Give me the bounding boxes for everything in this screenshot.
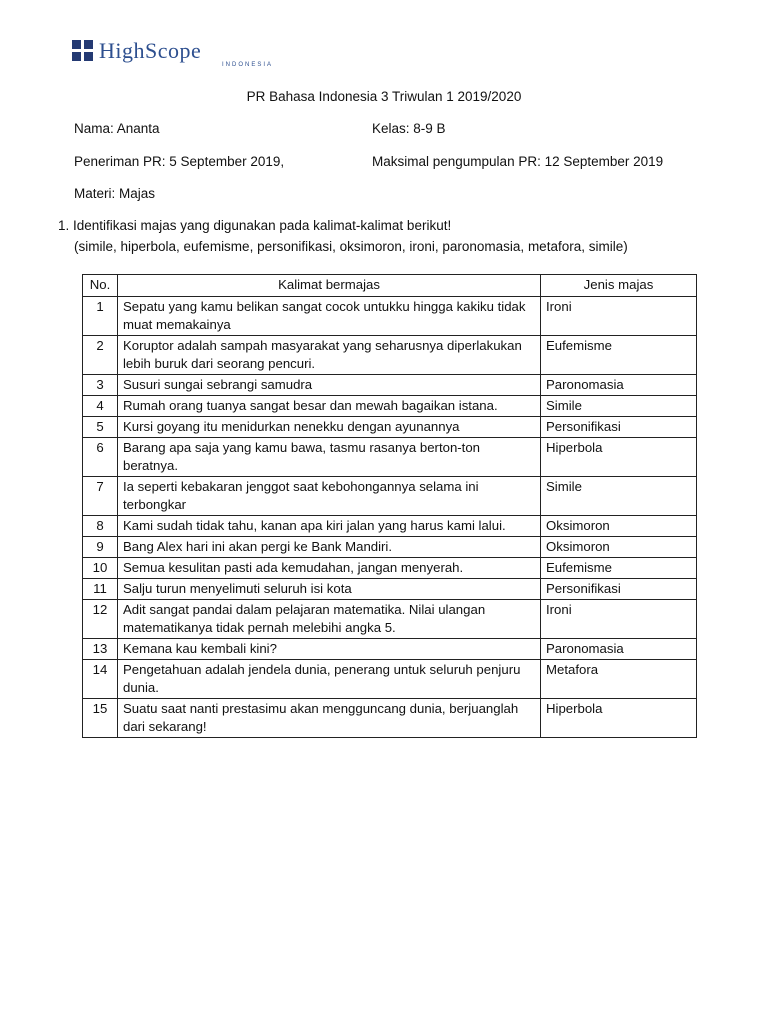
logo-mark-icon [72, 40, 94, 62]
row-no: 12 [83, 600, 118, 639]
kelas-field: Kelas: 8-9 B [372, 121, 446, 136]
table-row [83, 516, 697, 537]
row-jenis: Hiperbola [541, 438, 697, 477]
table-row [83, 396, 697, 417]
header-jenis: Jenis majas [541, 275, 697, 297]
row-no: 10 [83, 558, 118, 579]
row-no: 15 [83, 699, 118, 738]
table-row [83, 537, 697, 558]
row-jenis: Hiperbola [541, 699, 697, 738]
question-1: 1. Identifikasi majas yang digunakan pada kalimat-kalimat berikut! [58, 218, 452, 233]
row-jenis: Paronomasia [541, 375, 697, 396]
row-jenis: Oksimoron [541, 516, 697, 537]
row-jenis: Oksimoron [541, 537, 697, 558]
table-row [83, 297, 697, 336]
question-1-options: (simile, hiperbola, eufemisme, personifikasi, oksimoron, ironi, paronomasia, metafora, simile) [74, 239, 628, 254]
row-kalimat: Barang apa saja yang kamu bawa, tasmu rasanya berton-ton beratnya. [118, 438, 541, 477]
row-no: 4 [83, 396, 118, 417]
table-row [83, 477, 697, 516]
table-row [83, 639, 697, 660]
row-jenis: Eufemisme [541, 336, 697, 375]
majas-table [82, 274, 697, 738]
row-jenis: Ironi [541, 297, 697, 336]
logo-subtitle: INDONESIA [222, 62, 274, 68]
row-kalimat: Kemana kau kembali kini? [118, 639, 541, 660]
row-kalimat: Adit sangat pandai dalam pelajaran matematika. Nilai ulangan matematikanya tidak pernah melebihi angka 5. [118, 600, 541, 639]
row-jenis: Paronomasia [541, 639, 697, 660]
row-kalimat: Susuri sungai sebrangi samudra [118, 375, 541, 396]
row-kalimat: Rumah orang tuanya sangat besar dan mewah bagaikan istana. [118, 396, 541, 417]
row-kalimat: Sepatu yang kamu belikan sangat cocok untukku hingga kakiku tidak muat memakainya [118, 297, 541, 336]
row-no: 5 [83, 417, 118, 438]
row-no: 9 [83, 537, 118, 558]
header-no: No. [83, 275, 118, 297]
row-no: 1 [83, 297, 118, 336]
table-row [83, 417, 697, 438]
document-title: PR Bahasa Indonesia 3 Triwulan 1 2019/2020 [246, 89, 522, 104]
row-jenis: Simile [541, 477, 697, 516]
row-kalimat: Kami sudah tidak tahu, kanan apa kiri jalan yang harus kami lalui. [118, 516, 541, 537]
row-no: 2 [83, 336, 118, 375]
logo-wordmark: HighScope [99, 38, 202, 63]
row-no: 13 [83, 639, 118, 660]
row-jenis: Personifikasi [541, 417, 697, 438]
row-kalimat: Salju turun menyelimuti seluruh isi kota [118, 579, 541, 600]
row-kalimat: Pengetahuan adalah jendela dunia, penerang untuk seluruh penjuru dunia. [118, 660, 541, 699]
table-row [83, 336, 697, 375]
row-jenis: Simile [541, 396, 697, 417]
table-row [83, 438, 697, 477]
header-kalimat: Kalimat bermajas [118, 275, 541, 297]
table-row [83, 600, 697, 639]
row-no: 6 [83, 438, 118, 477]
row-jenis: Personifikasi [541, 579, 697, 600]
row-no: 11 [83, 579, 118, 600]
table-row [83, 375, 697, 396]
nama-field: Nama: Ananta [74, 121, 160, 136]
row-kalimat: Semua kesulitan pasti ada kemudahan, jangan menyerah. [118, 558, 541, 579]
row-jenis: Metafora [541, 660, 697, 699]
table-row [83, 558, 697, 579]
row-kalimat: Kursi goyang itu menidurkan nenekku dengan ayunannya [118, 417, 541, 438]
row-no: 14 [83, 660, 118, 699]
row-kalimat: Suatu saat nanti prestasimu akan mengguncang dunia, berjuanglah dari sekarang! [118, 699, 541, 738]
row-no: 8 [83, 516, 118, 537]
table-header-row [83, 275, 697, 297]
materi-field: Materi: Majas [74, 186, 156, 201]
row-kalimat: Bang Alex hari ini akan pergi ke Bank Mandiri. [118, 537, 541, 558]
table-row [83, 579, 697, 600]
row-kalimat: Ia seperti kebakaran jenggot saat kebohongannya selama ini terbongkar [118, 477, 541, 516]
row-kalimat: Koruptor adalah sampah masyarakat yang seharusnya diperlakukan lebih buruk dari seorang pencuri. [118, 336, 541, 375]
table-row [83, 660, 697, 699]
row-no: 3 [83, 375, 118, 396]
penerimaan-field: Peneriman PR: 5 September 2019, [74, 154, 285, 169]
row-jenis: Ironi [541, 600, 697, 639]
maksimal-field: Maksimal pengumpulan PR: 12 September 2019 [372, 154, 664, 169]
row-jenis: Eufemisme [541, 558, 697, 579]
table-row [83, 699, 697, 738]
row-no: 7 [83, 477, 118, 516]
